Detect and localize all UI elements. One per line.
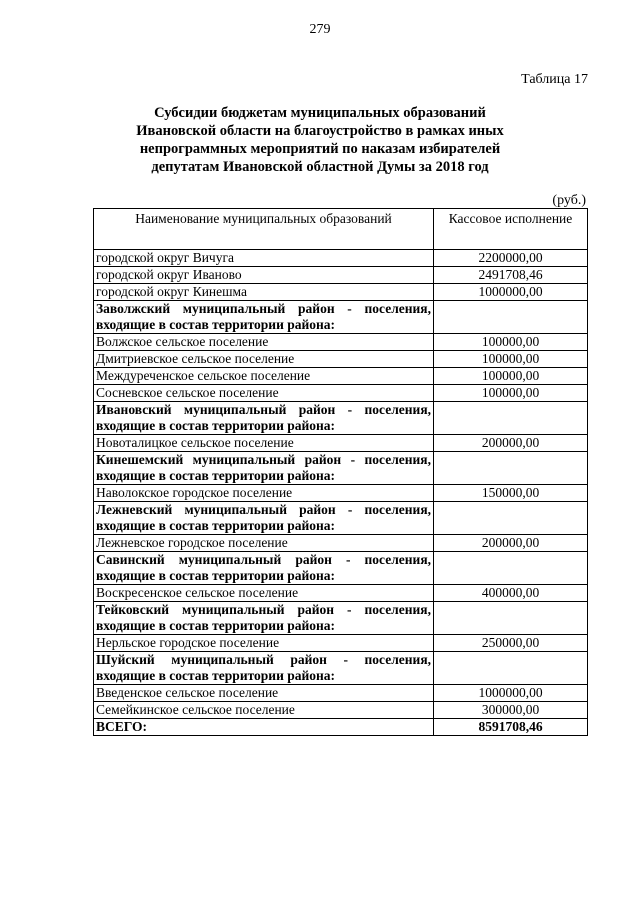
table-row [94,685,588,702]
row-value [434,602,588,635]
row-value: 100000,00 [434,351,588,368]
table-group-row [94,652,588,685]
row-value [434,552,588,585]
row-value: 100000,00 [434,368,588,385]
row-name: городской округ Вичуга [94,250,434,267]
row-name: Введенское сельское поселение [94,685,434,702]
row-value: 400000,00 [434,585,588,602]
table-row [94,485,588,502]
table-body [94,250,588,736]
table-group-row [94,301,588,334]
column-header-value: Кассовое исполнение [434,209,588,250]
table-row [94,334,588,351]
row-name: Тейковский муниципальный район - поселения, входящие в состав территории района: [94,602,434,635]
row-name: Савинский муниципальный район - поселения, входящие в состав территории района: [94,552,434,585]
row-value: 200000,00 [434,435,588,452]
row-name: Ивановский муниципальный район - поселения, входящие в состав территории района: [94,402,434,435]
row-name: Наволокское городское поселение [94,485,434,502]
row-name: Шуйский муниципальный район - поселения, входящие в состав территории района: [94,652,434,685]
row-value: 2200000,00 [434,250,588,267]
row-value: 100000,00 [434,334,588,351]
row-name: Волжское сельское поселение [94,334,434,351]
row-value: 100000,00 [434,385,588,402]
table-group-row [94,502,588,535]
page-number: 279 [309,22,331,37]
row-value: 250000,00 [434,635,588,652]
unit-label: (руб.) [552,193,586,208]
row-value: 2491708,46 [434,267,588,284]
row-name: Дмитриевское сельское поселение [94,351,434,368]
title-line: Субсидии бюджетам муниципальных образований [154,105,486,121]
title-line: Ивановской области на благоустройство в рамках иных [136,123,504,139]
table-row [94,702,588,719]
row-name: Нерльское городское поселение [94,635,434,652]
total-label: ВСЕГО: [94,719,434,736]
title-line: непрограммных мероприятий по наказам избирателей [139,141,501,157]
row-name: Новоталицкое сельское поселение [94,435,434,452]
row-value [434,652,588,685]
row-name: Воскресенское сельское поселение [94,585,434,602]
row-value: 300000,00 [434,702,588,719]
row-value: 1000000,00 [434,284,588,301]
document-title [100,104,540,176]
row-name: Кинешемский муниципальный район - поселения, входящие в состав территории района: [94,452,434,485]
table-row [94,351,588,368]
row-name: Междуреченское сельское поселение [94,368,434,385]
table-row [94,250,588,267]
row-name: Заволжский муниципальный район - поселения, входящие в состав территории района: [94,301,434,334]
table-row [94,267,588,284]
row-name: городской округ Кинешма [94,284,434,301]
row-value [434,301,588,334]
subsidies-table [93,208,588,736]
table-group-row [94,402,588,435]
table-row [94,385,588,402]
table-row [94,635,588,652]
table-group-row [94,602,588,635]
column-header-name: Наименование муниципальных образований [94,209,434,250]
row-name: Лежневский муниципальный район - поселения, входящие в состав территории района: [94,502,434,535]
row-name: Лежневское городское поселение [94,535,434,552]
row-value: 200000,00 [434,535,588,552]
table-group-row [94,552,588,585]
row-value: 1000000,00 [434,685,588,702]
table-row [94,368,588,385]
table-total-row [94,719,588,736]
total-value: 8591708,46 [434,719,588,736]
table-row [94,435,588,452]
table-row [94,585,588,602]
row-value: 150000,00 [434,485,588,502]
row-value [434,402,588,435]
table-row [94,535,588,552]
row-name: Семейкинское сельское поселение [94,702,434,719]
row-name: Сосневское сельское поселение [94,385,434,402]
row-name: городской округ Иваново [94,267,434,284]
table-group-row [94,452,588,485]
table-header-row [94,209,588,250]
row-value [434,452,588,485]
row-value [434,502,588,535]
table-row [94,284,588,301]
table-label: Таблица 17 [521,72,588,87]
title-line: депутатам Ивановской областной Думы за 2018 год [151,159,489,175]
